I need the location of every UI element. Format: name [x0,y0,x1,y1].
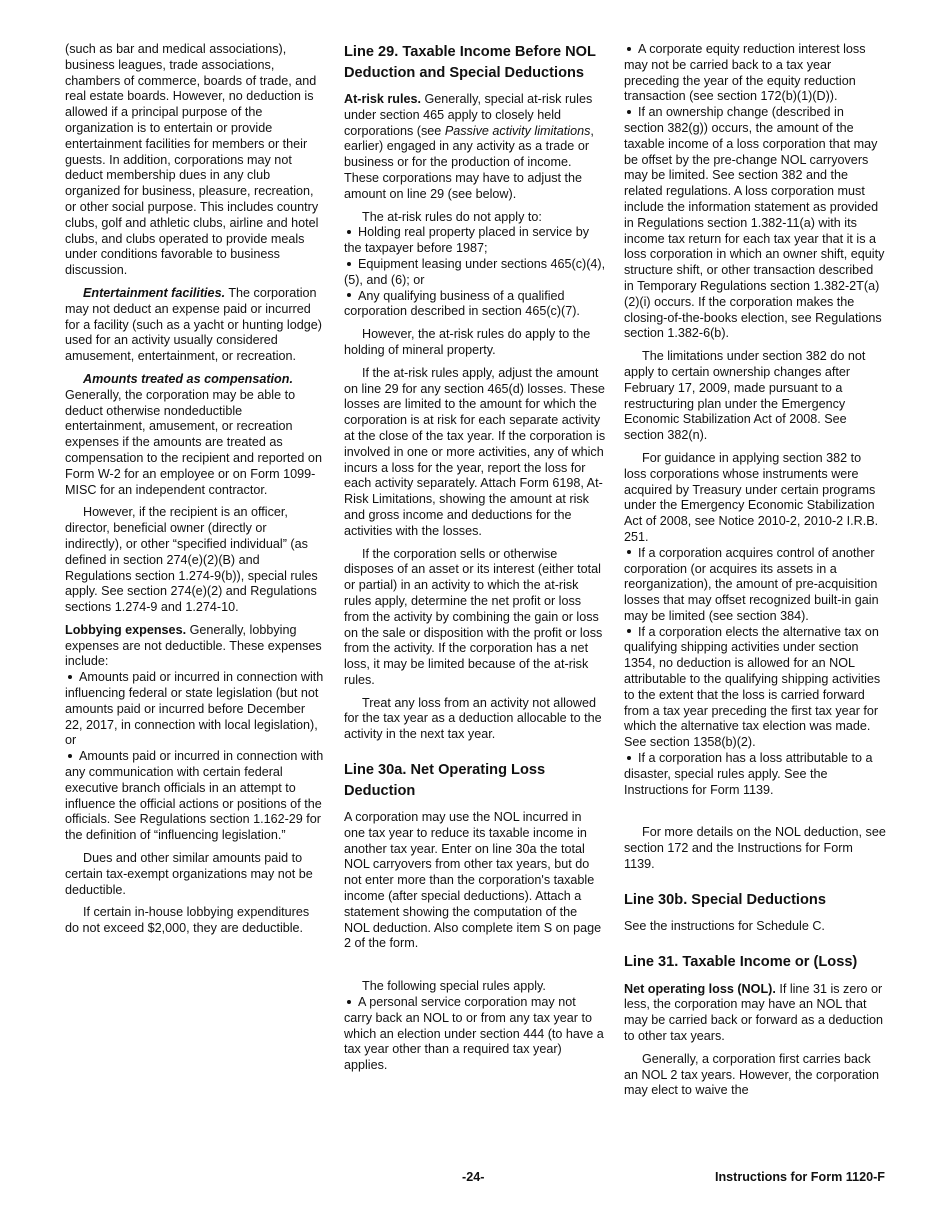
bullet-equity-reduction [624,42,886,105]
bullet-shipping-activities [624,625,886,751]
bullet-text: Amounts paid or incurred in connection with any communication with certain federal executive branch officials in an attempt to influence the official actions or positions of the officials. See Regulations section 1.162-29 for the definition of “influencing legislation.” [65,749,324,843]
paragraph-specified-individual: However, if the recipient is an officer, director, beneficial owner (directly or indirectly), or other “specified individual” (as defined in section 274(e)(2)(B) and Regulations section 1.274-9(b)), special rules apply. See section 274(e)(2) and Regulations sections 1.274-9 and 1.274-10. [65,505,318,615]
paragraph-adjust-line-29: If the at-risk rules apply, adjust the amount on line 29 for any section 465(d) losses. These losses are limited to the amount for which the corporation is at risk for each separate activity at the close of the tax year. If the corporation is involved in one or more activities, any of which incurs a loss for the year, report the loss for each activity separately. Attach Form 6198, At-Risk Limitations, showing the amount at risk and gross income and deductions for the activities with the losses. [344,365,606,538]
bullet-icon [347,1000,351,1004]
heading-line-30a: Line 30a. Net Operating Loss Deduction [344,762,546,799]
bullet-text: A corporate equity reduction interest loss may not be carried back to a tax year preceding the year of the equity reduction transaction (see section 172(b)(1)(D)). [624,42,866,104]
bullet-equipment-leasing [344,257,606,289]
heading-line-29: Line 29. Taxable Income Before NOL Deduction and Special Deductions [344,44,596,81]
bullet-icon [68,675,72,679]
paragraph-at-risk-rules [344,92,606,203]
bullet-text: If an ownership change (described in section 382(g)) occurs, the amount of the taxable income of a loss corporation that may be offset by the pre-change NOL carryovers may be limited. See section 382 and the related regulations. A loss corporation must include the information statement as provided in Regulations section 1.382-11(a) with its income tax return for each tax year that it is a loss corporation in which an owner shift, equity structure shift, or other transaction described in Temporary Regulations section 1.382-2T(a)(2)(i) occurs. If the corporation makes the closing-of-the-books election, see Regulations section 1.382-6(b). [624,105,885,341]
paragraph-lobbying-expenses [65,623,325,670]
paragraph-disallowed-loss: Treat any loss from an activity not allowed for the tax year as a deduction allocable to the activity in the next tax year. [344,695,602,742]
bullet-text: A personal service corporation may not carry back an NOL to or from any tax year to which an election under section 444 (to have a tax year other than a required tax year) applies. [344,995,604,1073]
bullet-text: If a corporation has a loss attributable to a disaster, special rules apply. See the Instructions for Form 1139. [624,751,873,797]
paragraph-mineral-property: However, the at-risk rules do apply to the holding of mineral property. [344,327,591,357]
column-left [65,42,325,944]
lobbying-expenses-heading: Lobbying expenses. [65,622,187,637]
bullet-real-property [344,225,606,257]
heading-line-30b: Line 30b. Special Deductions [624,891,826,908]
bullet-icon [347,293,351,297]
at-risk-rules-text: Generally, special at-risk rules under section 465 apply to closely held corporations (see [344,92,593,138]
spacer [624,805,886,825]
bullet-icon [627,629,631,633]
document-title: Instructions for Form 1120-F [714,1170,885,1184]
bullet-text: Equipment leasing under sections 465(c)(4), (5), and (6); or [344,256,606,287]
paragraph-special-rules: The following special rules apply. [362,979,546,994]
paragraph-section-382-limitations: The limitations under section 382 do not apply to certain ownership changes after February 17, 2009, made pursuant to a restructuring plan under the Emergency Economic Stabilization Act of 2008. See section 382(n). [624,349,866,443]
entertainment-facilities-text: The corporation may not deduct an expense paid or incurred for a facility (such as a yacht or hunting lodge) used for an activity usually considered amusement, entertainment, or recreation. [65,285,322,364]
bullet-lobbying-legislation [65,670,325,749]
paragraph-nol-deduction: A corporation may use the NOL incurred in one tax year to reduce its taxable income in another tax year. Enter on line 30a the total NOL carryovers from other tax years, but do not enter more than the corporation's taxable income (after special deductions). Attach a statement showing the computation of the NOL deduction. Also complete item S on page 2 of the form. [344,810,602,951]
bullet-text: Any qualifying business of a qualified corporation described in section 465(c)(7). [344,288,580,319]
column-middle [344,42,606,1074]
bullet-icon [627,47,631,51]
paragraph-in-house-lobbying: If certain in-house lobbying expenditures do not exceed $2,000, they are deductible. [65,905,310,936]
bullet-icon [347,230,351,234]
at-risk-rules-heading: At-risk rules. [344,92,421,106]
paragraph-amounts-compensation: Generally, the corporation may be able to deduct otherwise nondeductible entertainment, amusement, or recreation expenses if the amounts are treated as compensation to the recipient and reported on Form W-2 for an employee or on Form 1099-MISC for an independent contractor. [65,387,322,497]
amounts-compensation-heading: Amounts treated as compensation. [83,371,293,386]
bullet-icon [627,110,631,114]
paragraph-treasury-guidance: For guidance in applying section 382 to loss corporations whose instruments were acquired by Treasury under certain programs under the Emergency Economic Stabilization Act of 2008, see Notice 2010-2, 2010-2 I.R.B. 251. [624,450,879,544]
bullet-acquires-control [624,546,886,625]
bullet-ownership-change [624,105,886,342]
bullet-text: If a corporation elects the alternative tax on qualifying shipping activities under section 1354, no deduction is allowed for an NOL attributable to the qualifying shipping activities to the extent that the loss is carried forward from a tax year preceding the first tax year for which the alternative tax election was made. See section 1358(b)(2). [624,624,881,750]
heading-line-31: Line 31. Taxable Income or (Loss) [624,954,858,971]
page-number: -24- [462,1170,485,1184]
bullet-text: If a corporation acquires control of another corporation (or acquires its assets in a reorganization), the amount of pre-acquisition losses that may offset recognized built-in gain may be limited (see section 384). [624,545,879,623]
nol-text: If line 31 is zero or less, the corporation may have an NOL that may be carried back or forward as a deduction to other tax years. [624,981,884,1044]
bullet-icon [627,756,631,760]
paragraph-entertainment-facilities [65,286,325,365]
bullet-qualifying-business [344,289,606,321]
nol-heading: Net operating loss (NOL). [624,981,776,996]
bullet-icon [627,550,631,554]
at-risk-rules-text-cont: , earlier) engaged in any activity as a trade or business or for the production of income. These corporations may have to adjust the amount on line 29 (see below). [344,123,594,201]
paragraph-schedule-c: See the instructions for Schedule C. [624,919,825,934]
paragraph-club-dues: (such as bar and medical associations), business leagues, trade associations, chambers of commerce, boards of trade, and real estate boards. However, no deduction is allowed if a principal purpose of the organization is to entertain or provide entertainment facilities for members or their guests. In addition, corporations may not deduct membership dues in any club organized for business, pleasure, recreation, or other social purpose. This includes country clubs, golf and athletic clubs, airline and hotel clubs, and clubs operated to provide meals under conditions favorable to business discussion. [65,42,319,278]
paragraph-net-operating-loss [624,982,886,1045]
run-in-heading-entertainment-facilities: Entertainment facilities. [83,285,226,300]
bullet-disaster-loss [624,751,886,798]
bullet-icon [68,754,72,758]
bullet-personal-service-corp [344,995,606,1074]
paragraph-more-details: For more details on the NOL deduction, see section 172 and the Instructions for Form 1139. [624,825,886,872]
bullet-text: Holding real property placed in service by the taxpayer before 1987; [344,225,590,256]
paragraph-not-apply: The at-risk rules do not apply to: [362,209,542,224]
bullet-lobbying-executive [65,749,325,844]
bullet-icon [347,262,351,266]
bullet-text: Amounts paid or incurred in connection with influencing federal or state legislation (but not amounts paid or incurred before December 22, 2017, in connection with local legislation), or [65,670,324,748]
paragraph-dues-tax-exempt: Dues and other similar amounts paid to certain tax-exempt organizations may not be deductible. [65,851,313,897]
paragraph-carryback: Generally, a corporation first carries back an NOL 2 tax years. However, the corporation may elect to waive the [624,1051,880,1098]
run-in-heading-amounts-compensation [65,372,325,388]
lobbying-expenses-text: Generally, lobbying expenses are not deductible. These expenses include: [65,622,322,669]
spacer [344,959,606,979]
passive-activity-reference: Passive activity limitations [444,123,591,138]
paragraph-disposition: If the corporation sells or otherwise disposes of an asset or its interest (either total or partial) in an activity to which the at-risk rules apply, determine the net profit or loss from the activity by combining the gain or loss on the sale or disposition with the profit or loss from the activity. If the corporation has a net loss, it may be limited because of the at-risk rules. [344,546,603,687]
column-right [624,42,886,1106]
